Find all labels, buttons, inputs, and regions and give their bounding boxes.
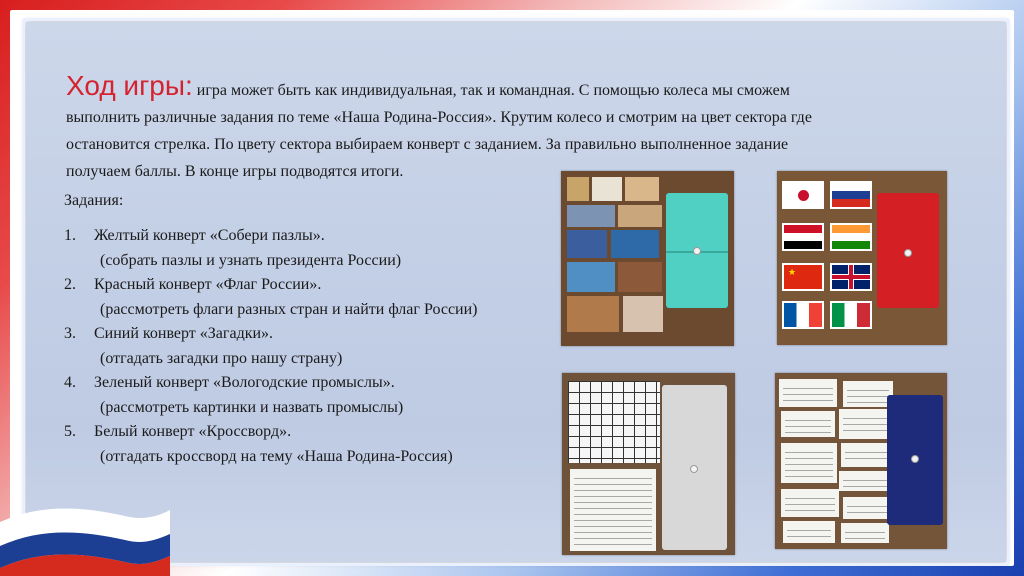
japan-flag-icon xyxy=(782,181,824,209)
list-item xyxy=(64,420,564,469)
card-image xyxy=(611,230,659,258)
india-flag-icon xyxy=(830,223,872,251)
slide-title: Ход игры: xyxy=(66,70,193,101)
crossword-grid xyxy=(568,381,660,463)
tasks-label: Задания: xyxy=(64,192,124,209)
intro-paragraph xyxy=(66,72,966,185)
task-description: (отгадать кроссворд на тему «Наша Родина-Россия) xyxy=(100,447,453,465)
blue-envelope xyxy=(887,395,943,525)
riddle-card xyxy=(781,489,839,517)
task-title: Белый конверт «Кроссворд». xyxy=(94,423,292,440)
green-envelope xyxy=(666,193,728,308)
italy-flag-icon xyxy=(830,301,872,329)
card-image xyxy=(618,205,662,227)
snap-button-icon xyxy=(690,465,698,473)
task-description: (рассмотреть картинки и назвать промыслы) xyxy=(100,398,404,416)
task-description: (рассмотреть флаги разных стран и найти флаг России) xyxy=(100,300,478,318)
snap-button-icon xyxy=(904,249,912,257)
task-title: Желтый конверт «Собери пазлы». xyxy=(94,227,325,244)
card-image xyxy=(625,177,659,201)
task-number: 5. xyxy=(64,423,76,440)
riddle-card xyxy=(781,443,837,483)
task-number: 4. xyxy=(64,374,76,391)
russia-flag-icon xyxy=(830,181,872,209)
list-item xyxy=(64,224,564,273)
snap-button-icon xyxy=(911,455,919,463)
card-image xyxy=(567,230,607,258)
card-image xyxy=(623,296,663,332)
riddle-card xyxy=(783,521,835,543)
task-number: 1. xyxy=(64,227,76,244)
card-image xyxy=(567,177,589,201)
list-item xyxy=(64,371,564,420)
red-envelope xyxy=(877,193,939,308)
intro-line: получаем баллы. В конце игры подводятся итоги. xyxy=(66,163,404,180)
card-image xyxy=(592,177,622,201)
photo-riddles xyxy=(775,373,947,549)
china-flag-icon: ★ xyxy=(782,263,824,291)
photo-flags xyxy=(777,171,947,345)
riddle-card xyxy=(841,443,893,467)
riddle-card xyxy=(781,411,835,437)
list-item xyxy=(64,322,564,371)
snap-button-icon xyxy=(693,247,701,255)
riddle-card xyxy=(779,379,837,407)
task-title: Зеленый конверт «Вологодские промыслы». xyxy=(94,374,395,391)
photo-crossword xyxy=(562,373,735,555)
photo-crafts-cards xyxy=(561,171,734,346)
task-description: (собрать пазлы и узнать президента России) xyxy=(100,251,402,269)
intro-line: выполнить различные задания по теме «Наша Родина-Россия». Крутим колесо и смотрим на цвет сектора где xyxy=(66,109,812,126)
intro-first-line xyxy=(66,72,966,104)
egypt-flag-icon xyxy=(782,223,824,251)
crossword-questions xyxy=(570,469,656,551)
intro-first-text: игра может быть как индивидуальная, так и командная. С помощью колеса мы сможем xyxy=(192,82,790,99)
card-image xyxy=(618,262,662,292)
task-list xyxy=(64,224,564,469)
riddle-card xyxy=(841,523,889,543)
list-item xyxy=(64,273,564,322)
intro-line: остановится стрелка. По цвету сектора выбираем конверт с заданием. За правильно выполненное задание xyxy=(66,136,789,153)
task-number: 3. xyxy=(64,325,76,342)
uk-flag-icon xyxy=(830,263,872,291)
france-flag-icon xyxy=(782,301,824,329)
task-title: Синий конверт «Загадки». xyxy=(94,325,274,342)
clear-envelope xyxy=(662,385,727,550)
card-image xyxy=(567,205,615,227)
task-number: 2. xyxy=(64,276,76,293)
riddle-card xyxy=(843,381,893,407)
task-description: (отгадать загадки про нашу страну) xyxy=(100,349,343,367)
task-title: Красный конверт «Флаг России». xyxy=(94,276,322,293)
card-image xyxy=(567,262,615,292)
card-image xyxy=(567,296,619,332)
